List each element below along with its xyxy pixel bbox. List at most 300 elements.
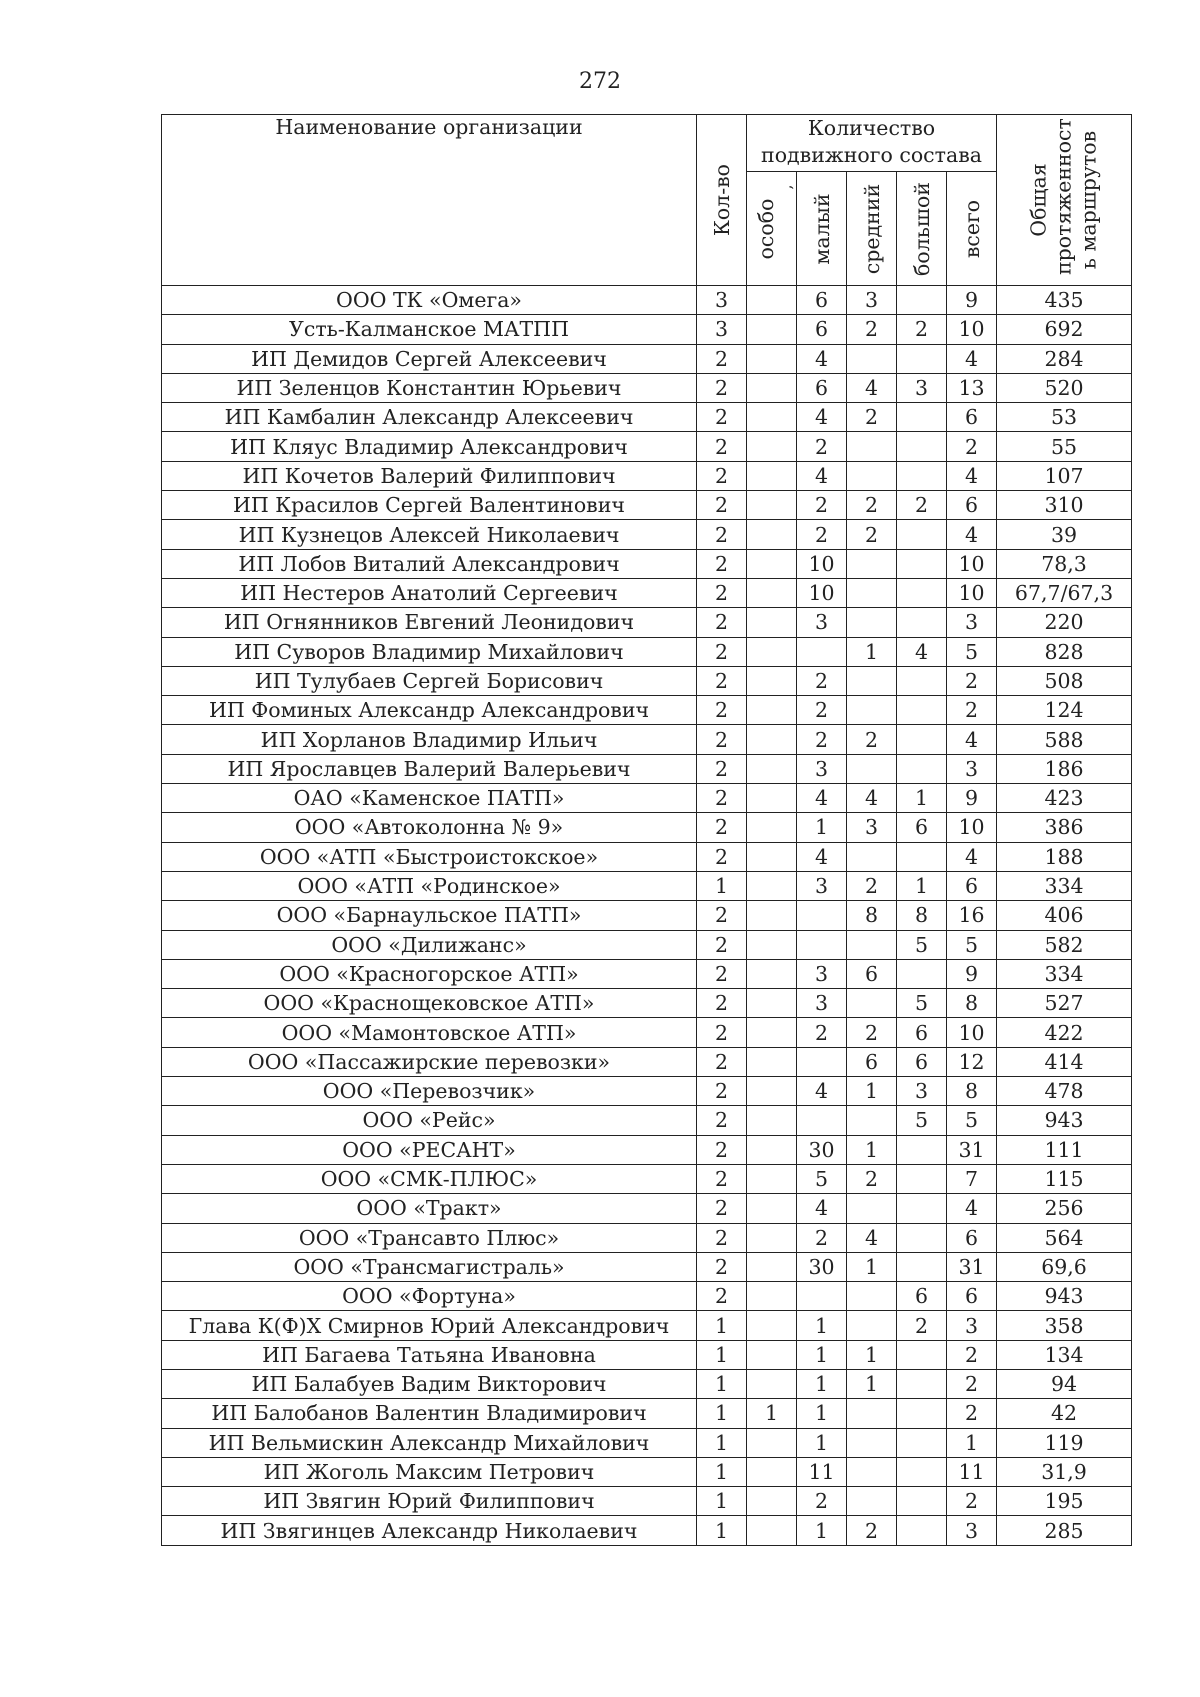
cell-large: 3 <box>897 1077 947 1106</box>
cell-length: 188 <box>997 842 1132 871</box>
cell-total: 6 <box>947 403 997 432</box>
cell-extra-small <box>747 930 797 959</box>
cell-length: 111 <box>997 1135 1132 1164</box>
cell-medium: 4 <box>847 784 897 813</box>
cell-count: 1 <box>697 1311 747 1340</box>
cell-length: 334 <box>997 959 1132 988</box>
cell-large: 6 <box>897 1282 947 1311</box>
cell-org-name: ИП Жоголь Максим Петрович <box>162 1457 697 1486</box>
cell-total: 3 <box>947 1311 997 1340</box>
cell-extra-small <box>747 491 797 520</box>
cell-org-name: ООО «Автоколонна № 9» <box>162 813 697 842</box>
cell-length: 310 <box>997 491 1132 520</box>
cell-extra-small <box>747 608 797 637</box>
cell-total: 2 <box>947 1369 997 1398</box>
cell-extra-small <box>747 432 797 461</box>
cell-large <box>897 520 947 549</box>
cell-large: 5 <box>897 930 947 959</box>
table-row <box>162 784 1132 813</box>
cell-medium: 2 <box>847 491 897 520</box>
cell-count: 1 <box>697 871 747 900</box>
cell-large <box>897 1399 947 1428</box>
cell-small: 3 <box>797 754 847 783</box>
cell-small: 2 <box>797 1018 847 1047</box>
header-large <box>897 172 947 286</box>
cell-small: 5 <box>797 1164 847 1193</box>
cell-count: 2 <box>697 930 747 959</box>
cell-extra-small <box>747 315 797 344</box>
cell-small: 6 <box>797 315 847 344</box>
cell-length: 334 <box>997 871 1132 900</box>
cell-org-name: ИП Балобанов Валентин Владимирович <box>162 1399 697 1428</box>
cell-count: 2 <box>697 1077 747 1106</box>
cell-extra-small <box>747 520 797 549</box>
cell-medium: 3 <box>847 813 897 842</box>
cell-small: 4 <box>797 784 847 813</box>
table-row <box>162 344 1132 373</box>
cell-large: 1 <box>897 784 947 813</box>
table-row <box>162 1487 1132 1516</box>
cell-medium: 6 <box>847 1047 897 1076</box>
table-row <box>162 1047 1132 1076</box>
cell-extra-small <box>747 1018 797 1047</box>
header-total-length-label: Общая протяженност ь маршрутов <box>1026 118 1101 275</box>
cell-total: 4 <box>947 344 997 373</box>
cell-large: 6 <box>897 1047 947 1076</box>
cell-org-name: ИП Вельмискин Александр Михайлович <box>162 1428 697 1457</box>
table-row <box>162 373 1132 402</box>
table-row <box>162 959 1132 988</box>
cell-org-name: ИП Зеленцов Константин Юрьевич <box>162 373 697 402</box>
cell-length: 284 <box>997 344 1132 373</box>
cell-small: 1 <box>797 1340 847 1369</box>
cell-total: 6 <box>947 871 997 900</box>
cell-count: 2 <box>697 1106 747 1135</box>
cell-length: 220 <box>997 608 1132 637</box>
cell-small: 11 <box>797 1457 847 1486</box>
cell-org-name: ИП Фоминых Александр Александрович <box>162 696 697 725</box>
cell-small: 4 <box>797 461 847 490</box>
cell-org-name: ИП Ярославцев Валерий Валерьевич <box>162 754 697 783</box>
table-row <box>162 813 1132 842</box>
cell-total: 31 <box>947 1252 997 1281</box>
header-large-label: большой <box>909 181 934 276</box>
cell-extra-small <box>747 578 797 607</box>
cell-total: 8 <box>947 989 997 1018</box>
cell-small: 1 <box>797 813 847 842</box>
cell-length: 124 <box>997 696 1132 725</box>
cell-length: 435 <box>997 286 1132 315</box>
cell-org-name: ООО «АТП «Быстроистокское» <box>162 842 697 871</box>
cell-medium <box>847 696 897 725</box>
cell-org-name: ИП Хорланов Владимир Ильич <box>162 725 697 754</box>
cell-extra-small <box>747 1106 797 1135</box>
header-rolling-stock: Количество подвижного состава <box>747 115 997 172</box>
cell-count: 2 <box>697 901 747 930</box>
cell-total: 2 <box>947 1340 997 1369</box>
cell-org-name: ИП Камбалин Александр Алексеевич <box>162 403 697 432</box>
cell-medium: 2 <box>847 725 897 754</box>
cell-count: 2 <box>697 1282 747 1311</box>
cell-medium: 6 <box>847 959 897 988</box>
cell-small: 2 <box>797 1487 847 1516</box>
cell-org-name: ООО «Трансмагистраль» <box>162 1252 697 1281</box>
cell-small: 3 <box>797 871 847 900</box>
cell-small: 30 <box>797 1135 847 1164</box>
cell-large <box>897 1369 947 1398</box>
cell-org-name: ИП Огнянников Евгений Леонидович <box>162 608 697 637</box>
cell-total: 3 <box>947 754 997 783</box>
cell-total: 9 <box>947 784 997 813</box>
cell-medium <box>847 1399 897 1428</box>
table-row <box>162 403 1132 432</box>
cell-extra-small <box>747 1077 797 1106</box>
cell-length: 422 <box>997 1018 1132 1047</box>
cell-length: 42 <box>997 1399 1132 1428</box>
cell-large: 3 <box>897 373 947 402</box>
cell-medium <box>847 1487 897 1516</box>
cell-org-name: ИП Звягин Юрий Филиппович <box>162 1487 697 1516</box>
cell-org-name: ООО «Дилижанс» <box>162 930 697 959</box>
cell-extra-small <box>747 1369 797 1398</box>
cell-large <box>897 1135 947 1164</box>
table-row <box>162 578 1132 607</box>
cell-length: 358 <box>997 1311 1132 1340</box>
header-extra-small-label: особо <box>753 198 778 259</box>
table-row <box>162 725 1132 754</box>
header-count-label: Кол-во <box>709 163 734 237</box>
cell-small: 2 <box>797 1223 847 1252</box>
table-row <box>162 1018 1132 1047</box>
cell-medium <box>847 1311 897 1340</box>
cell-extra-small <box>747 1047 797 1076</box>
cell-medium: 4 <box>847 373 897 402</box>
header-medium <box>847 172 897 286</box>
cell-length: 406 <box>997 901 1132 930</box>
cell-org-name: Глава К(Ф)Х Смирнов Юрий Александрович <box>162 1311 697 1340</box>
cell-org-name: ООО «СМК-ПЛЮС» <box>162 1164 697 1193</box>
cell-small: 1 <box>797 1311 847 1340</box>
cell-length: 195 <box>997 1487 1132 1516</box>
cell-length: 508 <box>997 666 1132 695</box>
cell-org-name: ООО «РЕСАНТ» <box>162 1135 697 1164</box>
cell-extra-small <box>747 725 797 754</box>
cell-length: 94 <box>997 1369 1132 1398</box>
table-row <box>162 666 1132 695</box>
cell-length: 256 <box>997 1194 1132 1223</box>
cell-medium: 1 <box>847 1252 897 1281</box>
cell-extra-small <box>747 813 797 842</box>
cell-medium: 2 <box>847 871 897 900</box>
routes-table <box>161 114 1132 1546</box>
cell-extra-small <box>747 1428 797 1457</box>
cell-total: 6 <box>947 1223 997 1252</box>
cell-small <box>797 901 847 930</box>
cell-count: 2 <box>697 578 747 607</box>
cell-count: 1 <box>697 1428 747 1457</box>
table-row <box>162 1516 1132 1545</box>
cell-large <box>897 461 947 490</box>
cell-large <box>897 1457 947 1486</box>
table-row <box>162 1106 1132 1135</box>
table-row <box>162 1252 1132 1281</box>
table-row <box>162 637 1132 666</box>
cell-length: 78,3 <box>997 549 1132 578</box>
cell-total: 5 <box>947 1106 997 1135</box>
cell-medium <box>847 578 897 607</box>
cell-org-name: ООО «Трансавто Плюс» <box>162 1223 697 1252</box>
cell-large <box>897 959 947 988</box>
cell-org-name: ООО «Рейс» <box>162 1106 697 1135</box>
table-row <box>162 549 1132 578</box>
cell-length: 119 <box>997 1428 1132 1457</box>
cell-large <box>897 1428 947 1457</box>
cell-small: 1 <box>797 1428 847 1457</box>
cell-total: 1 <box>947 1428 997 1457</box>
cell-medium: 2 <box>847 1018 897 1047</box>
table-row <box>162 491 1132 520</box>
cell-large <box>897 1487 947 1516</box>
cell-large <box>897 1194 947 1223</box>
cell-small: 2 <box>797 696 847 725</box>
cell-count: 2 <box>697 1047 747 1076</box>
header-small <box>797 172 847 286</box>
cell-count: 2 <box>697 813 747 842</box>
cell-total: 31 <box>947 1135 997 1164</box>
cell-total: 10 <box>947 813 997 842</box>
cell-count: 2 <box>697 1252 747 1281</box>
cell-length: 478 <box>997 1077 1132 1106</box>
cell-org-name: ИП Кочетов Валерий Филиппович <box>162 461 697 490</box>
cell-extra-small <box>747 403 797 432</box>
table-row <box>162 696 1132 725</box>
cell-length: 520 <box>997 373 1132 402</box>
cell-org-name: ИП Кляус Владимир Александрович <box>162 432 697 461</box>
cell-large <box>897 1252 947 1281</box>
cell-length: 943 <box>997 1106 1132 1135</box>
cell-large: 5 <box>897 1106 947 1135</box>
cell-large: 6 <box>897 1018 947 1047</box>
cell-extra-small <box>747 286 797 315</box>
table-row <box>162 432 1132 461</box>
cell-count: 2 <box>697 696 747 725</box>
cell-total: 6 <box>947 491 997 520</box>
cell-org-name: Усть-Калманское МАТПП <box>162 315 697 344</box>
cell-total: 10 <box>947 578 997 607</box>
cell-extra-small: 1 <box>747 1399 797 1428</box>
cell-count: 2 <box>697 461 747 490</box>
table-row <box>162 286 1132 315</box>
header-small-label: малый <box>809 192 834 265</box>
cell-small: 10 <box>797 549 847 578</box>
cell-small: 2 <box>797 520 847 549</box>
cell-extra-small <box>747 637 797 666</box>
cell-org-name: ИП Балабуев Вадим Викторович <box>162 1369 697 1398</box>
cell-large <box>897 286 947 315</box>
table-row <box>162 901 1132 930</box>
cell-count: 2 <box>697 549 747 578</box>
cell-large <box>897 725 947 754</box>
cell-org-name: ИП Красилов Сергей Валентинович <box>162 491 697 520</box>
cell-length: 582 <box>997 930 1132 959</box>
cell-medium: 8 <box>847 901 897 930</box>
cell-extra-small <box>747 549 797 578</box>
cell-org-name: ИП Лобов Виталий Александрович <box>162 549 697 578</box>
header-org-name: Наименование организации <box>162 115 697 286</box>
cell-medium: 2 <box>847 520 897 549</box>
cell-total: 3 <box>947 1516 997 1545</box>
cell-extra-small <box>747 1194 797 1223</box>
cell-extra-small <box>747 1282 797 1311</box>
cell-small: 4 <box>797 344 847 373</box>
cell-small: 3 <box>797 989 847 1018</box>
cell-large: 1 <box>897 871 947 900</box>
cell-total: 2 <box>947 1487 997 1516</box>
cell-medium: 4 <box>847 1223 897 1252</box>
cell-small <box>797 637 847 666</box>
cell-count: 2 <box>697 1135 747 1164</box>
cell-medium <box>847 666 897 695</box>
cell-org-name: ИП Багаева Татьяна Ивановна <box>162 1340 697 1369</box>
cell-small: 3 <box>797 608 847 637</box>
cell-extra-small <box>747 696 797 725</box>
cell-total: 9 <box>947 286 997 315</box>
cell-org-name: ООО «Краснощековское АТП» <box>162 989 697 1018</box>
cell-medium <box>847 461 897 490</box>
cell-length: 423 <box>997 784 1132 813</box>
cell-org-name: ИП Кузнецов Алексей Николаевич <box>162 520 697 549</box>
cell-small: 2 <box>797 432 847 461</box>
cell-small: 3 <box>797 959 847 988</box>
table-row <box>162 754 1132 783</box>
cell-medium: 1 <box>847 1077 897 1106</box>
page-number: 272 <box>579 69 621 94</box>
cell-medium <box>847 344 897 373</box>
cell-medium: 2 <box>847 315 897 344</box>
cell-large <box>897 578 947 607</box>
cell-small: 4 <box>797 403 847 432</box>
cell-medium: 1 <box>847 1340 897 1369</box>
cell-large: 6 <box>897 813 947 842</box>
cell-large: 2 <box>897 491 947 520</box>
cell-medium: 1 <box>847 637 897 666</box>
cell-org-name: ООО ТК «Омега» <box>162 286 697 315</box>
cell-large: 5 <box>897 989 947 1018</box>
cell-org-name: ООО «Красногорское АТП» <box>162 959 697 988</box>
cell-small: 2 <box>797 491 847 520</box>
cell-medium: 1 <box>847 1369 897 1398</box>
cell-count: 2 <box>697 373 747 402</box>
cell-org-name: ООО «Перевозчик» <box>162 1077 697 1106</box>
cell-extra-small <box>747 344 797 373</box>
cell-extra-small <box>747 989 797 1018</box>
header-count <box>697 115 747 286</box>
cell-length: 588 <box>997 725 1132 754</box>
table-row <box>162 1194 1132 1223</box>
cell-extra-small <box>747 1487 797 1516</box>
cell-medium <box>847 989 897 1018</box>
cell-small: 6 <box>797 286 847 315</box>
cell-large <box>897 1164 947 1193</box>
cell-medium <box>847 608 897 637</box>
cell-count: 2 <box>697 637 747 666</box>
cell-count: 2 <box>697 608 747 637</box>
cell-extra-small <box>747 1340 797 1369</box>
table-row <box>162 1282 1132 1311</box>
cell-total: 3 <box>947 608 997 637</box>
cell-large <box>897 344 947 373</box>
cell-length: 527 <box>997 989 1132 1018</box>
cell-medium <box>847 1106 897 1135</box>
cell-small: 2 <box>797 725 847 754</box>
cell-large <box>897 696 947 725</box>
cell-large <box>897 666 947 695</box>
cell-count: 2 <box>697 784 747 813</box>
header-total <box>947 172 997 286</box>
table-row <box>162 989 1132 1018</box>
cell-extra-small <box>747 842 797 871</box>
cell-small: 2 <box>797 666 847 695</box>
cell-extra-small <box>747 1457 797 1486</box>
cell-total: 2 <box>947 432 997 461</box>
table-row <box>162 461 1132 490</box>
cell-count: 2 <box>697 432 747 461</box>
cell-count: 2 <box>697 344 747 373</box>
cell-small: 10 <box>797 578 847 607</box>
cell-count: 2 <box>697 1194 747 1223</box>
cell-length: 67,7/67,3 <box>997 578 1132 607</box>
cell-small <box>797 930 847 959</box>
cell-total: 11 <box>947 1457 997 1486</box>
cell-count: 2 <box>697 754 747 783</box>
cell-small: 1 <box>797 1369 847 1398</box>
cell-medium: 2 <box>847 1164 897 1193</box>
table-row <box>162 1399 1132 1428</box>
cell-org-name: ООО «Пассажирские перевозки» <box>162 1047 697 1076</box>
cell-org-name: ООО «Мамонтовское АТП» <box>162 1018 697 1047</box>
cell-count: 1 <box>697 1340 747 1369</box>
cell-medium <box>847 842 897 871</box>
cell-medium: 1 <box>847 1135 897 1164</box>
cell-count: 1 <box>697 1487 747 1516</box>
cell-extra-small <box>747 1164 797 1193</box>
cell-small: 4 <box>797 842 847 871</box>
cell-large: 4 <box>897 637 947 666</box>
table-row <box>162 1223 1132 1252</box>
cell-total: 5 <box>947 930 997 959</box>
cell-large <box>897 549 947 578</box>
cell-count: 2 <box>697 403 747 432</box>
cell-medium <box>847 549 897 578</box>
cell-total: 13 <box>947 373 997 402</box>
cell-large: 2 <box>897 1311 947 1340</box>
cell-total: 4 <box>947 842 997 871</box>
cell-count: 1 <box>697 1457 747 1486</box>
cell-length: 943 <box>997 1282 1132 1311</box>
header-medium-label: средний <box>859 183 884 274</box>
cell-extra-small <box>747 1252 797 1281</box>
cell-org-name: ООО «АТП «Родинское» <box>162 871 697 900</box>
cell-count: 1 <box>697 1399 747 1428</box>
table-row <box>162 1340 1132 1369</box>
cell-org-name: ОАО «Каменское ПАТП» <box>162 784 697 813</box>
cell-large <box>897 432 947 461</box>
cell-extra-small <box>747 1135 797 1164</box>
header-total-length <box>997 115 1132 286</box>
cell-small <box>797 1047 847 1076</box>
cell-count: 2 <box>697 725 747 754</box>
cell-medium <box>847 754 897 783</box>
